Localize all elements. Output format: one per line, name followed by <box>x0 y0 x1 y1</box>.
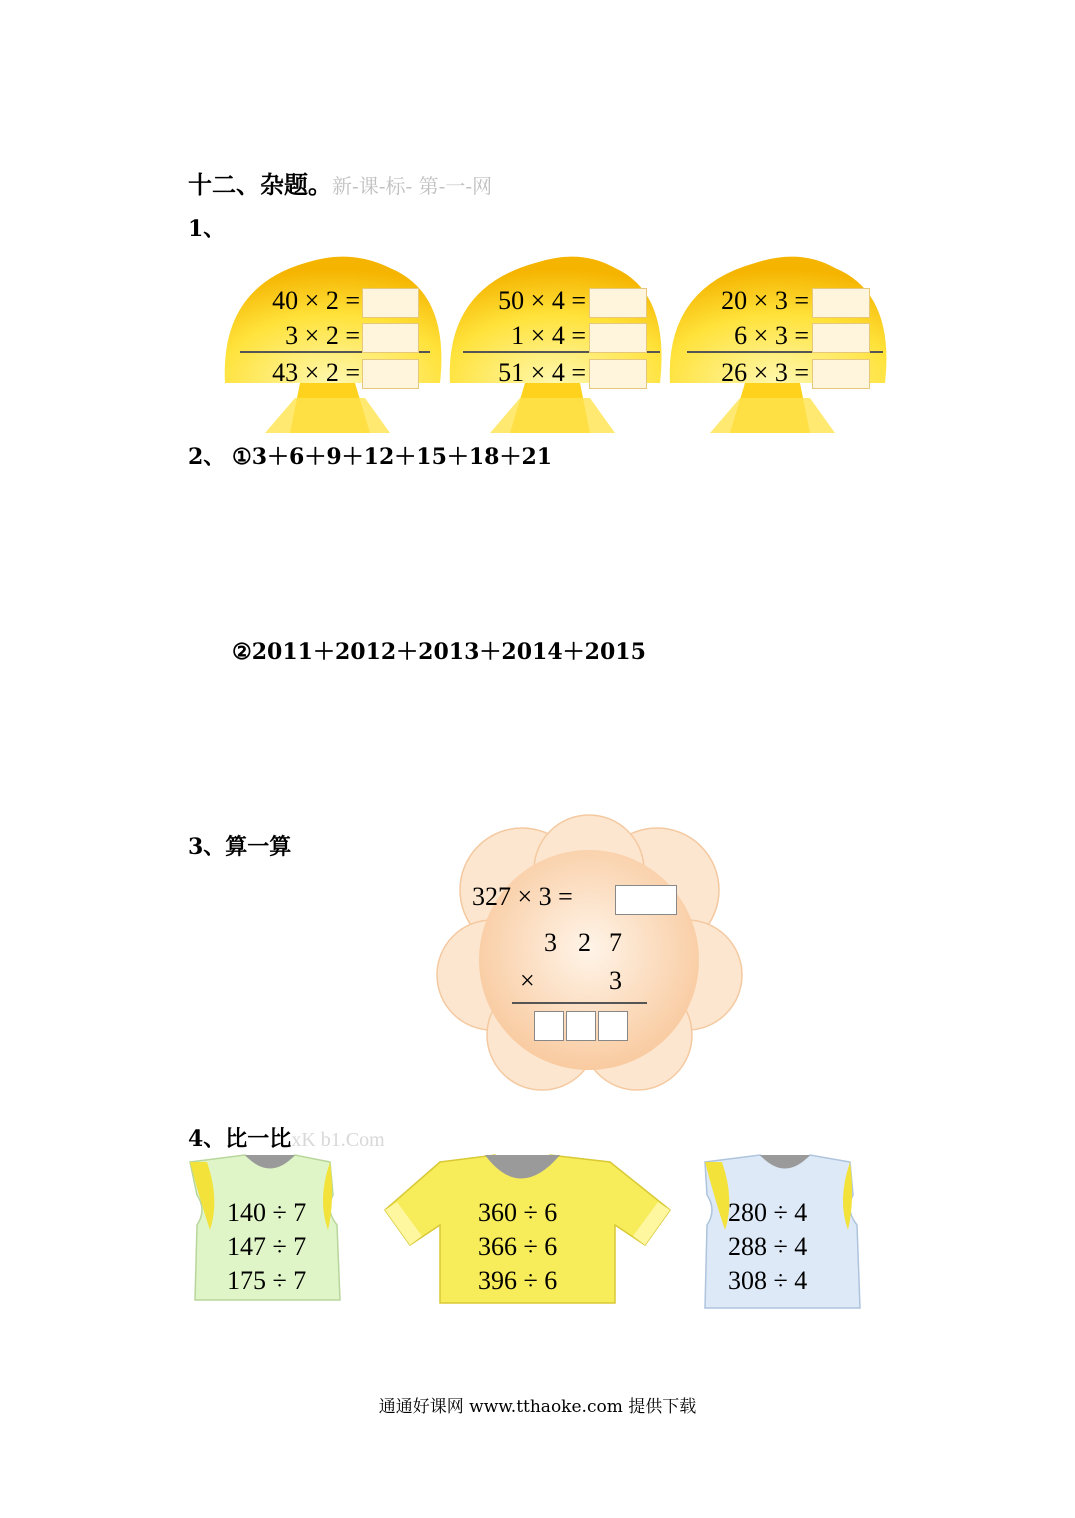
vertical-multiplier: 3 <box>609 966 622 995</box>
answer-box[interactable] <box>589 323 647 353</box>
shell-2-line-1: 50 × 4 = <box>498 286 586 315</box>
shell-3-line-2: 6 × 3 = <box>734 321 809 350</box>
shirt-3-line-2: 288 ÷ 4 <box>728 1232 808 1261</box>
question-2-label: 2、 <box>188 444 226 470</box>
question-3-label: 3、算一算 <box>188 834 292 860</box>
shirt-2-line-3: 396 ÷ 6 <box>478 1266 558 1295</box>
flower-equation: 327 × 3 = <box>472 882 573 911</box>
shirt-2-line-2: 366 ÷ 6 <box>478 1232 558 1261</box>
section-title <box>188 165 492 200</box>
answer-box[interactable] <box>812 359 870 389</box>
shell-exercise-image <box>205 248 905 443</box>
shirt-2-line-1: 360 ÷ 6 <box>478 1198 558 1227</box>
vertical-digit: 7 <box>609 928 622 957</box>
digit-answer-box[interactable] <box>566 1011 596 1041</box>
answer-box[interactable] <box>589 288 647 318</box>
digit-answer-box[interactable] <box>598 1011 628 1041</box>
page-footer: 通通好课网 www.tthaoke.com 提供下载 <box>378 1397 697 1417</box>
shirt-1-line-2: 147 ÷ 7 <box>227 1232 307 1261</box>
flower-exercise-image <box>432 810 747 1095</box>
shirt-3-line-3: 308 ÷ 4 <box>728 1266 808 1295</box>
shell-1-line-3: 43 × 2 = <box>272 358 360 387</box>
vertical-digit: 2 <box>578 928 591 957</box>
answer-box[interactable] <box>589 359 647 389</box>
answer-box[interactable] <box>812 323 870 353</box>
shell-3-line-3: 26 × 3 = <box>721 358 809 387</box>
shirt-3-line-1: 280 ÷ 4 <box>728 1198 808 1227</box>
times-sign: × <box>520 966 535 995</box>
shell-3-line-1: 20 × 3 = <box>721 286 809 315</box>
shell-1-line-2: 3 × 2 = <box>285 321 360 350</box>
watermark-text: xK b1.Com <box>291 1129 385 1151</box>
vertical-digit: 3 <box>544 928 557 957</box>
question-2-part-1: ①3＋6＋9＋12＋15＋18＋21 <box>232 444 553 470</box>
answer-box[interactable] <box>615 885 677 915</box>
section-title-text: 十二、杂题。 <box>188 170 332 199</box>
shell-1-line-1: 40 × 2 = <box>272 286 360 315</box>
question-1-label: 1、 <box>188 216 226 242</box>
answer-box[interactable] <box>812 288 870 318</box>
question-2-part-2: ②2011＋2012＋2013＋2014＋2015 <box>232 639 646 665</box>
watermark-text: 新-课-标- 第-一-网 <box>332 174 493 198</box>
shirt-1-line-3: 175 ÷ 7 <box>227 1266 307 1295</box>
shirt-exercise-image <box>185 1150 885 1320</box>
shell-2-line-3: 51 × 4 = <box>498 358 586 387</box>
shell-2-line-2: 1 × 4 = <box>511 321 586 350</box>
answer-box[interactable] <box>362 359 419 389</box>
question-4-label-text: 4、比一比 <box>188 1126 292 1152</box>
question-4-label <box>188 1122 385 1153</box>
answer-box[interactable] <box>362 323 419 353</box>
shirt-1-line-1: 140 ÷ 7 <box>227 1198 307 1227</box>
answer-box[interactable] <box>362 288 419 318</box>
digit-answer-box[interactable] <box>534 1011 564 1041</box>
